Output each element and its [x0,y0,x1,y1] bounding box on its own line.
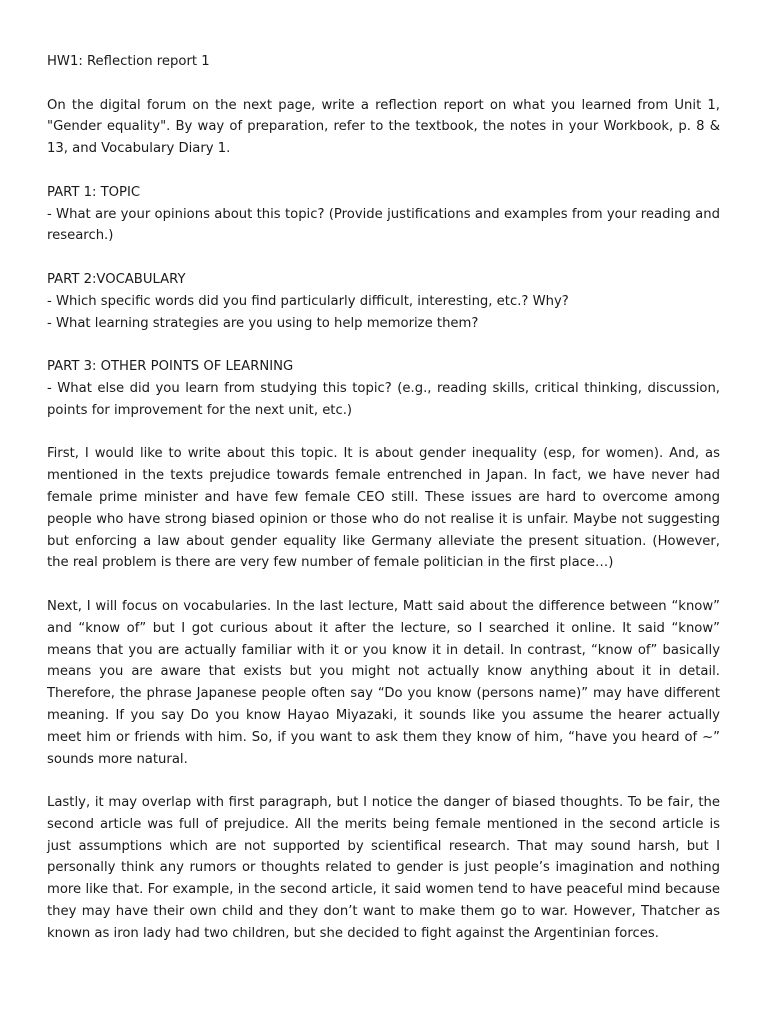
part3-heading: PART 3: OTHER POINTS OF LEARNING [47,359,294,375]
part3-question: - What else did you learn from studying this topic? (e.g., reading skills, critical thinking, discussion, points for improvement for the next unit, etc.) [47,380,720,418]
document-title: HW1: Reflection report 1 [47,54,210,69]
part2-question-1: - Which specific words did you find particularly difficult, interesting, etc.? Why? [47,293,569,309]
part1-heading: PART 1: TOPIC [47,184,141,200]
part1-question: - What are your opinions about this topic? (Provide justifications and examples from your reading and research.) [47,206,720,244]
part2-question-2: - What learning strategies are you using to help memorize them? [47,315,479,331]
part2-section [47,269,720,334]
instructions-paragraph: On the digital forum on the next page, write a reflection report on what you learned from Unit 1, "Gender equality". By way of preparation, refer to the textbook, the notes in your Workbook, p. 8 & 13, and Vocabulary Diary 1. [47,97,720,157]
answer-paragraph-topic: First, I would like to write about this topic. It is about gender inequality (esp, for women). And, as mentioned in the texts prejudice towards female entrenched in Japan. In fact, we have never had female prime minister and have few female CEO still. These issues are hard to overcome among people who have strong biased opinion or those who do not realise it is unfair. Maybe not suggesting but enforcing a law about gender equality like Germany alleviate the present situation. (However, the real problem is there are very few number of female politician in the first place…) [47,446,720,571]
part3-section [47,356,720,421]
document-page [47,51,720,966]
part2-heading: PART 2:VOCABULARY [47,271,186,287]
answer-paragraph-vocabulary: Next, I will focus on vocabularies. In the last lecture, Matt said about the difference between “know” and “know of” but I got curious about it after the lecture, so I searched it online. It said “know” means that you are actually familiar with it or you know it in detail. In contrast, “know of” basically means you are aware that exists but you might not actually know anything about it in detail. Therefore, the phrase Japanese people often say “Do you know (persons name)” may have different meaning. If you say Do you know Hayao Miyazaki, it sounds like you assume the hearer actually meet him or friends with him. So, if you want to ask them they know of him, “have you heard of ~” sounds more natural. [47,598,720,767]
answer-paragraph-other-learning: Lastly, it may overlap with first paragraph, but I notice the danger of biased thoughts. To be fair, the second article was full of prejudice. All the merits being female mentioned in the second article is just assumptions which are not supported by scientifical research. That may sound harsh, but I personally think any rumors or thoughts related to gender is just people’s imagination and nothing more like that. For example, in the second article, it said women tend to have peaceful mind because they may have their own child and they don’t want to make them go to war. However, Thatcher as known as iron lady had two children, but she decided to fight against the Argentinian forces. [47,795,720,941]
part1-section [47,182,720,247]
